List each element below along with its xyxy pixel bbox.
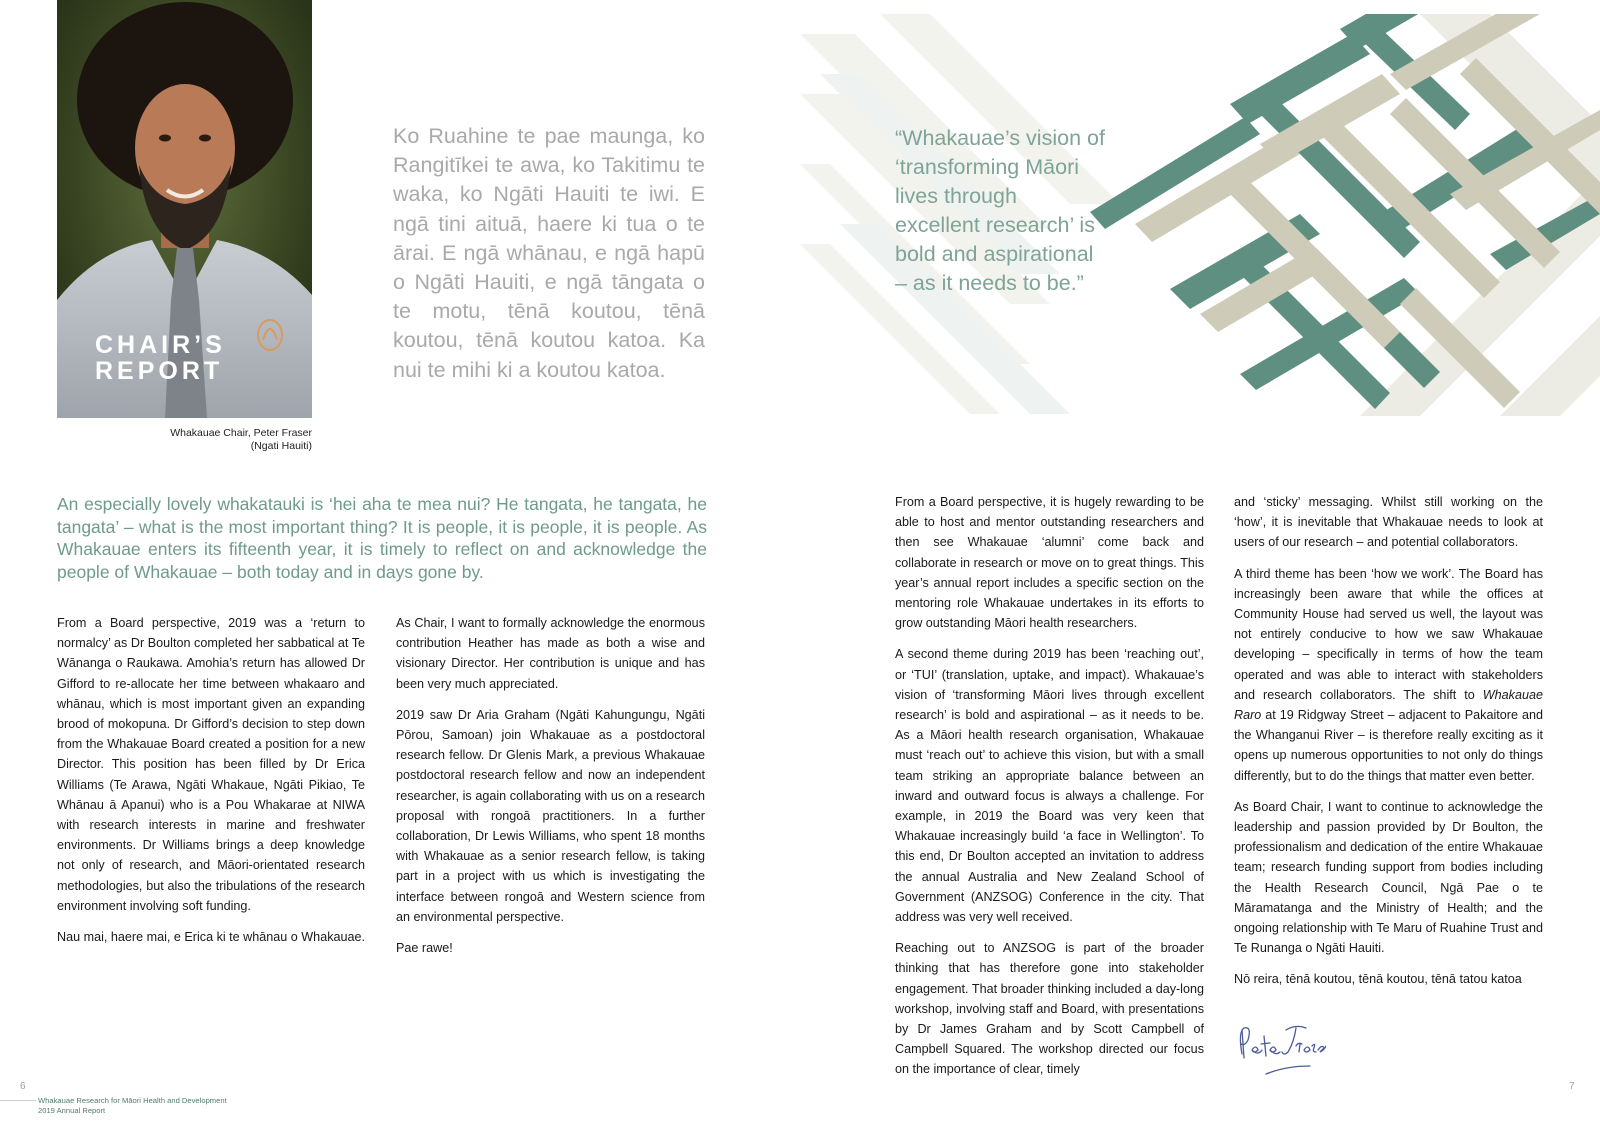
paragraph-text: A third theme has been ‘how we work’. The Board has increasingly been aware that while the offices at Community House had served us well, the layout was not entirely conducive to how we saw Whakauae developing – specifically in terms of how the team operated and was able to interact with stakeholders and research collaborators. The shift to — [1234, 566, 1543, 702]
footer-line-2: 2019 Annual Report — [38, 1105, 106, 1115]
body-column-2 — [396, 613, 705, 969]
paragraph: From a Board perspective, it is hugely rewarding to be able to host and mentor outstanding researchers and then see Whakauae ‘alumni’ come back and collaborate in research or move on to great things. This year’s annual report includes a specific section on the mentoring role Whakauae undertakes in its efforts to grow outstanding Māori health researchers. — [895, 495, 1204, 631]
footer — [38, 1096, 227, 1115]
pull-quote: “Whakauae’s vision of ‘transforming Māori lives through excellent research’ is bold and aspirational – as it needs to be.” — [895, 126, 1105, 295]
body-column-3 — [895, 492, 1204, 1091]
paragraph: A second theme during 2019 has been ‘reaching out’, or ‘TUI’ (translation, uptake, and impact). Whakauae’s vision of ‘transforming Māori lives through excellent research’ is bold and aspirational – as it needs to be. As a Māori health research organisation, Whakauae must ‘reach out’ to achieve this vision, but with a small team striking an appropriate balance between an inward and outward focus is always a challenge. For example, in 2019 the Board was very keen that Whakauae increasingly build ‘a face in Wellington’. To this end, Dr Boulton accepted an invitation to address the annual Australia and New Zealand School of Government (ANZSOG) Conference in the city. That address was very well received. — [895, 647, 1204, 925]
paragraph: From a Board perspective, 2019 was a ‘return to normalcy’ as Dr Boulton completed her sabbatical at Te Wānanga o Raukawa. Amohia’s return has allowed Dr Gifford to re-allocate her time between whakaaro and whānau, which is most important given an expanding brood of mokopuna. Dr Gifford’s decision to step down from the Whakauae Board created a position for a new Director. This position has been filled by Dr Erica Williams (Te Arawa, Ngāti Whakaue, Ngāti Pikiao, Te Whānau ā Apanui) who is a Pou Whakarae at NIWA with research interests in marine and freshwater environments. Dr Williams brings a deep knowledge not only of research, and Māori-orientated research methodologies, but also the tribulations of the research environment involving soft funding. — [57, 616, 365, 913]
footer-line-1: Whakauae Research for Māori Health and Development — [38, 1096, 227, 1105]
section-title-line-2: REPORT — [95, 357, 224, 385]
signature — [1236, 1022, 1326, 1087]
footer-divider — [0, 1100, 36, 1101]
section-title-line-1: CHAIR’S — [95, 331, 226, 359]
body-column-4 — [1234, 492, 1543, 1001]
paragraph: 2019 saw Dr Aria Graham (Ngāti Kahungungu, Ngāti Pōrou, Samoan) join Whakauae as a postdoctoral research fellow. Dr Glenis Mark, a previous Whakauae postdoctoral research fellow and now an independent researcher, is again collaborating with us on a research proposal with rongoā practitioners. In a further collaboration, Dr Lewis Williams, who spent 18 months with Whakauae as a senior research fellow, is taking part in a project with us which is investigating the interface between rongoā and Western science from an environmental perspective. — [396, 707, 705, 924]
closing-line: Nō reira, tēnā koutou, tēnā koutou, tēnā tatou katoa — [1234, 972, 1522, 987]
photo-caption — [100, 427, 312, 453]
paragraph: Reaching out to ANZSOG is part of the broader thinking that has therefore gone into stakeholder engagement. That broader thinking included a day-long workshop, involving staff and Board, with presentations by Dr James Graham and by Scott Campbell of Campbell Squared. The workshop directed our focus on the importance of clear, timely — [895, 941, 1204, 1077]
page-number-right: 7 — [1569, 1081, 1575, 1092]
paragraph: Pae rawe! — [396, 941, 453, 956]
paragraph: Nau mai, haere mai, e Erica ki te whānau o Whakauae. — [57, 930, 366, 945]
mihi-text: Ko Ruahine te pae maunga, ko Rangitīkei te awa, ko Takitimu te waka, ko Ngāti Hauiti te iwi. E ngā tini aituā, haere ki tua o te ārai. E ngā whānau, e ngā hapū o Ngāti Hauiti, e ngā tāngata o te motu, tēnā koutou, tēnā koutou, tēnā koutou katoa. Ka nui te mihi ki a koutou katoa. — [393, 124, 705, 382]
paragraph — [1234, 564, 1543, 786]
paragraph: As Board Chair, I want to continue to acknowledge the leadership and passion provided by Dr Boulton, the professionalism and dedication of the entire Whakauae team; research funding support from bodies including the Health Research Council, Ngā Pae o te Māramatanga and the Ministry of Health; and the ongoing relationship with Te Maru of Ruahine Trust and Te Runanga o Ngāti Hauiti. — [1234, 799, 1543, 956]
caption-line-2: (Ngati Hauiti) — [250, 440, 312, 452]
place-name: Whakauae Raro — [1234, 687, 1543, 723]
body-column-1 — [57, 613, 365, 958]
paragraph: and ‘sticky’ messaging. Whilst still working on the ‘how’, it is inevitable that Whakauae needs to look at users of our research – and potential collaborators. — [1234, 495, 1543, 550]
paragraph: As Chair, I want to formally acknowledge the enormous contribution Heather has made as both a wise and visionary Director. Her contribution is unique and has been very much appreciated. — [396, 616, 705, 691]
paragraph-text: at 19 Ridgway Street – adjacent to Pakaitore and the Whanganui River – is therefore really exciting as it opens up numerous opportunities to not only do things differently, but to do the things that matter even better. — [1234, 708, 1543, 783]
section-title — [95, 332, 226, 384]
lead-paragraph: An especially lovely whakatauki is ‘hei aha te mea nui? He tangata, he tangata, he tangata’ – what is the most important thing? It is people, it is people, it is people. As Whakauae enters its fifteenth year, it is timely to reflect on and acknowledge the people of Whakauae – both today and in days gone by. — [57, 494, 707, 582]
caption-line-1: Whakauae Chair, Peter Fraser — [170, 427, 312, 439]
page-number-left: 6 — [20, 1081, 26, 1092]
